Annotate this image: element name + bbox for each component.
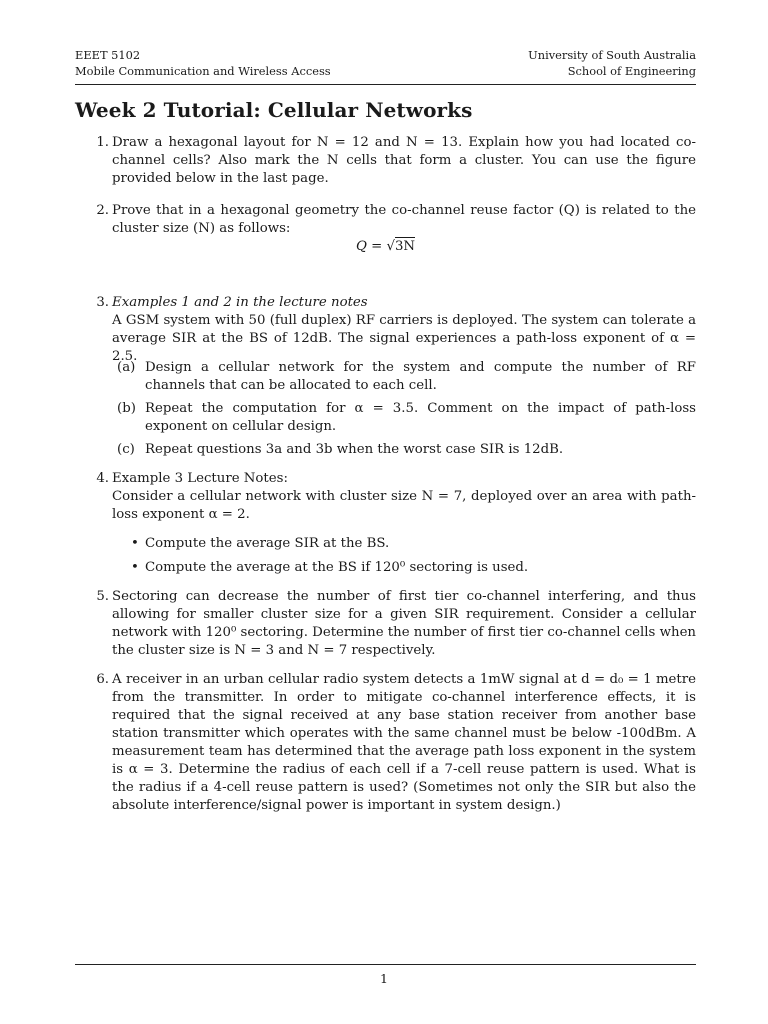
question-text: Consider a cellular network with cluster size N = 7, deployed over an area with path-loss exponent α = 2. <box>112 489 696 522</box>
subquestion-label: (a) <box>117 360 136 375</box>
question-number: 1. <box>96 135 109 150</box>
bullet-text: Compute the average SIR at the BS. <box>145 536 390 551</box>
school-name: School of Engineering <box>567 64 696 78</box>
question-text: Prove that in a hexagonal geometry the co-channel reuse factor (Q) is related to the cluster size (N) as follows: <box>112 203 696 236</box>
question-lead: Example 3 Lecture Notes: <box>112 471 288 486</box>
header-right <box>528 47 696 79</box>
question-lead: Examples 1 and 2 in the lecture notes <box>112 295 368 310</box>
question-text: A receiver in an urban cellular radio system detects a 1mW signal at d = d₀ = 1 metre from the transmitter. In order to mitigate co-channel interference effects, it is required that the signal received at any base station receiver from another base station transmitter which operates with the same channel must be below -100dBm. A measurement team has determined that the average path loss exponent in the system is α = 3. Determine the radius of each cell if a 7-cell reuse pattern is used. What is the radius if a 4-cell reuse pattern is used? (Sometimes not only the SIR but also the absolute interference/signal power is important in system design.) <box>112 672 696 813</box>
subquestion-text: Repeat questions 3a and 3b when the worst case SIR is 12dB. <box>145 442 564 457</box>
footer-rule <box>75 964 696 965</box>
question-number: 6. <box>96 672 109 687</box>
question-number: 3. <box>96 295 109 310</box>
bullet-text: Compute the average at the BS if 120⁰ sectoring is used. <box>145 560 529 575</box>
university-name: University of South Australia <box>528 48 696 62</box>
equation-lhs: Q = <box>355 239 383 254</box>
question-text: A GSM system with 50 (full duplex) RF carriers is deployed. The system can tolerate a average SIR at the BS of 12dB. The signal experiences a path-loss exponent of α = 2.5. <box>112 313 696 364</box>
radical-sign: √ <box>386 239 395 254</box>
course-code: EEET 5102 <box>75 48 141 62</box>
bullet-icon: • <box>131 536 139 551</box>
reuse-factor-equation <box>75 238 696 256</box>
page-number: 1 <box>380 971 388 986</box>
header-left <box>75 47 331 79</box>
equation-radicand: 3N <box>394 239 416 254</box>
header-rule <box>75 84 696 85</box>
subquestion-text: Repeat the computation for α = 3.5. Comment on the impact of path-loss exponent on cellular design. <box>145 401 696 434</box>
page-title: Week 2 Tutorial: Cellular Networks <box>75 98 473 122</box>
question-number: 5. <box>96 589 109 604</box>
course-name: Mobile Communication and Wireless Access <box>75 64 331 78</box>
bullet-icon: • <box>131 560 139 575</box>
question-number: 4. <box>96 471 109 486</box>
question-number: 2. <box>96 203 109 218</box>
subquestion-label: (b) <box>117 401 136 416</box>
subquestion-text: Design a cellular network for the system and compute the number of RF channels that can be allocated to each cell. <box>145 360 696 393</box>
subquestion-label: (c) <box>117 442 135 457</box>
question-text: Draw a hexagonal layout for N = 12 and N = 13. Explain how you had located co-channel cells? Also mark the N cells that form a cluster. You can use the figure provided below in the last page. <box>112 135 696 186</box>
question-text: Sectoring can decrease the number of first tier co-channel interfering, and thus allowing for smaller cluster size for a given SIR requirement. Consider a cellular network with 120⁰ sectoring. Determine the number of first tier co-channel cells when the cluster size is N = 3 and N = 7 respectively. <box>112 589 696 658</box>
